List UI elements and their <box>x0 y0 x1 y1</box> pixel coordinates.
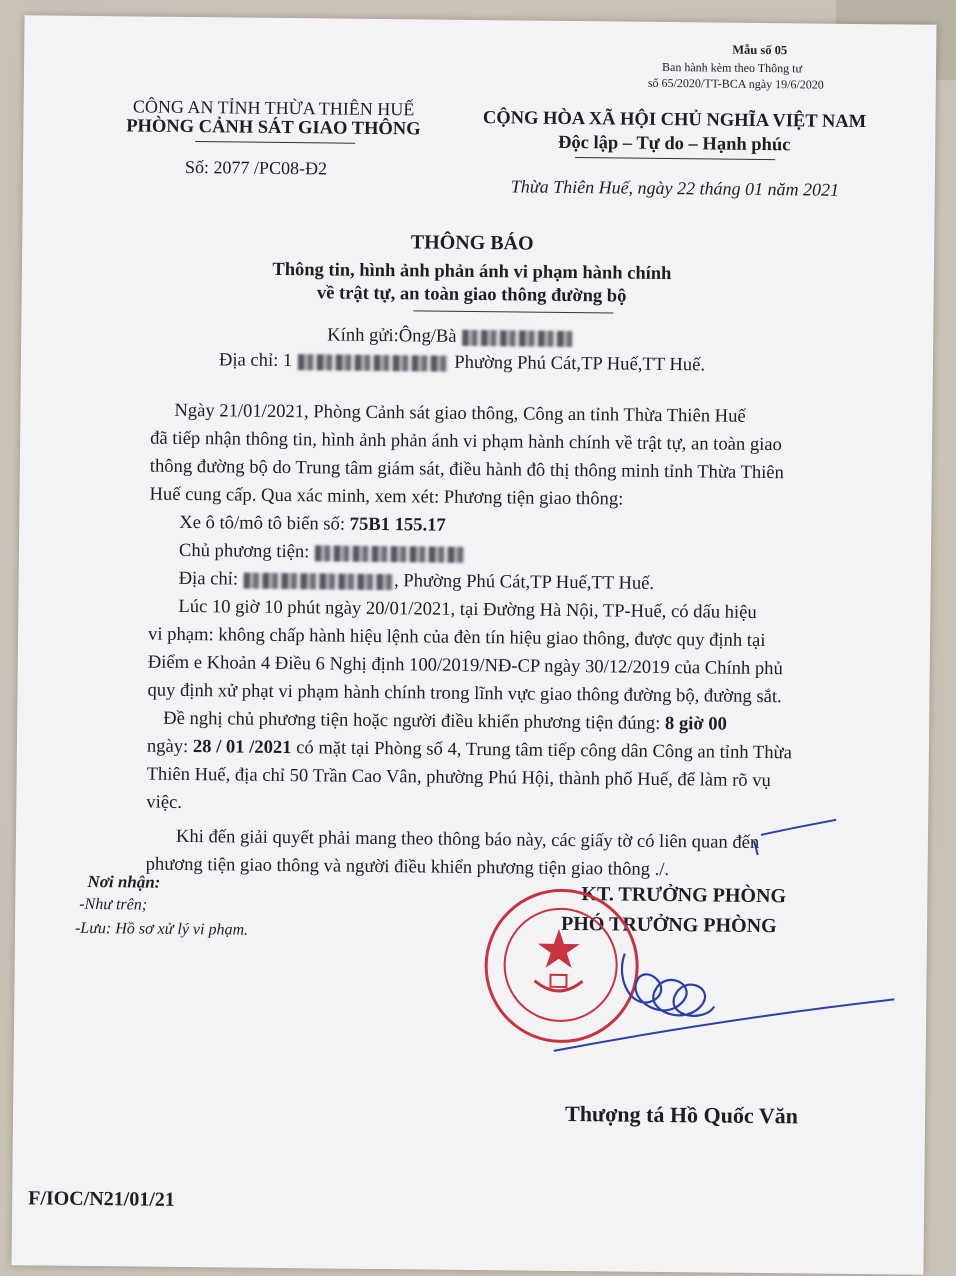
p1-line1: Ngày 21/01/2021, Phòng Cảnh sát giao thông, Công an tỉnh Thừa Thiên Huế <box>174 399 746 427</box>
form-number: Mẫu số 05 <box>732 42 788 58</box>
p1-line2: đã tiếp nhận thông tin, hình ảnh phản ánh vi phạm hành chính về trật tự, an toàn giao <box>150 427 783 456</box>
notice-title: THÔNG BÁO <box>410 231 534 255</box>
address-rest: Phường Phú Cát,TP Huế,TT Huế. <box>454 351 706 376</box>
p2-line3: Điểm e Khoản 4 Điều 6 Nghị định 100/2019/NĐ-CP ngày 30/12/2019 của Chính phủ <box>147 651 783 680</box>
nation-name: CỘNG HÒA XÃ HỘI CHỦ NGHĨA VIỆT NAM <box>482 108 867 133</box>
p3-location: có mặt tại Phòng số 4, Trung tâm tiếp công dân Công an tỉnh Thừa <box>296 737 793 764</box>
p1-line4: Huế cung cấp. Qua xác minh, xem xét: Phương tiện giao thông: <box>149 483 624 510</box>
place-date: Thừa Thiên Huế, ngày 22 tháng 01 năm 2021 <box>510 176 840 200</box>
document-page <box>11 15 936 1274</box>
vehicle-plate: 75B1 155.17 <box>349 513 446 536</box>
p2-line1: Lúc 10 giờ 10 phút ngày 20/01/2021, tại Đường Hà Nội, TP-Huế, có dấu hiệu <box>178 595 757 623</box>
recipients-heading: Nơi nhận: <box>87 871 161 892</box>
signer-name: Thượng tá Hồ Quốc Văn <box>564 1100 799 1129</box>
p4-line2: phương tiện giao thông và người điều khiển phương tiện giao thông ./. <box>145 853 670 881</box>
notice-subtitle-line1: Thông tin, hình ảnh phản ánh vi phạm hành chính <box>272 259 672 285</box>
owner-label: Chủ phương tiện: <box>178 539 310 563</box>
recipients-item1: -Như trên; <box>79 895 148 914</box>
address-label: Địa chỉ: 1 <box>218 349 293 372</box>
handwritten-signature <box>11 15 936 1274</box>
p3-date-label: ngày: <box>146 735 189 758</box>
signature-title2: PHÓ TRƯỞNG PHÒNG <box>560 912 777 938</box>
p3-line4: việc. <box>146 791 183 813</box>
signature-title1: KT. TRƯỞNG PHÒNG <box>581 883 787 908</box>
appointment-date: 28 / 01 /2021 <box>192 736 292 759</box>
p1-line3: thông đường bộ do Trung tâm giám sát, điều hành đô thị thông minh tỉnh Thừa Thiên <box>149 455 785 484</box>
department-name: PHÒNG CẢNH SÁT GIAO THÔNG <box>126 116 421 140</box>
form-issued-line1: Ban hành kèm theo Thông tư <box>661 59 803 76</box>
p3-text: Đề nghị chủ phương tiện hoặc người điều khiển phương tiện đúng: <box>163 707 661 734</box>
p4-line1: Khi đến giải quyết phải mang theo thông báo này, các giấy tờ có liên quan đến <box>175 825 760 853</box>
owner-address-rest: , Phường Phú Cát,TP Huế,TT Huế. <box>393 570 655 594</box>
recipients-item2: -Lưu: Hồ sơ xử lý vi phạm. <box>74 919 249 939</box>
greeting-label: Kính gửi:Ông/Bà <box>327 324 457 347</box>
document-number: Số: 2077 /PC08-Đ2 <box>184 156 328 179</box>
footer-code: F/IOC/N21/01/21 <box>28 1187 175 1211</box>
p3-line3: Thiên Huế, địa chỉ 50 Trần Cao Vân, phường Phú Hội, thành phố Huế, để làm rõ vụ <box>146 763 772 792</box>
p2-line4: quy định xử phạt vi phạm hành chính trong lĩnh vực giao thông đường bộ, đường sắt. <box>147 679 782 708</box>
form-issued-line2: số 65/2020/TT-BCA ngày 19/6/2020 <box>647 75 824 92</box>
agency-name: CÔNG AN TỈNH THỪA THIÊN HUẾ <box>132 96 415 120</box>
appointment-time: 8 giờ 00 <box>664 713 728 735</box>
p2-line2: vi phạm: không chấp hành hiệu lệnh của đèn tín hiệu giao thông, được quy định tại <box>147 623 766 652</box>
national-motto: Độc lập – Tự do – Hạnh phúc <box>557 132 791 156</box>
notice-subtitle-line2: về trật tự, an toàn giao thông đường bộ <box>316 283 627 307</box>
owner-address-label: Địa chỉ: <box>178 567 239 590</box>
vehicle-label: Xe ô tô/mô tô biển số: <box>179 511 346 535</box>
